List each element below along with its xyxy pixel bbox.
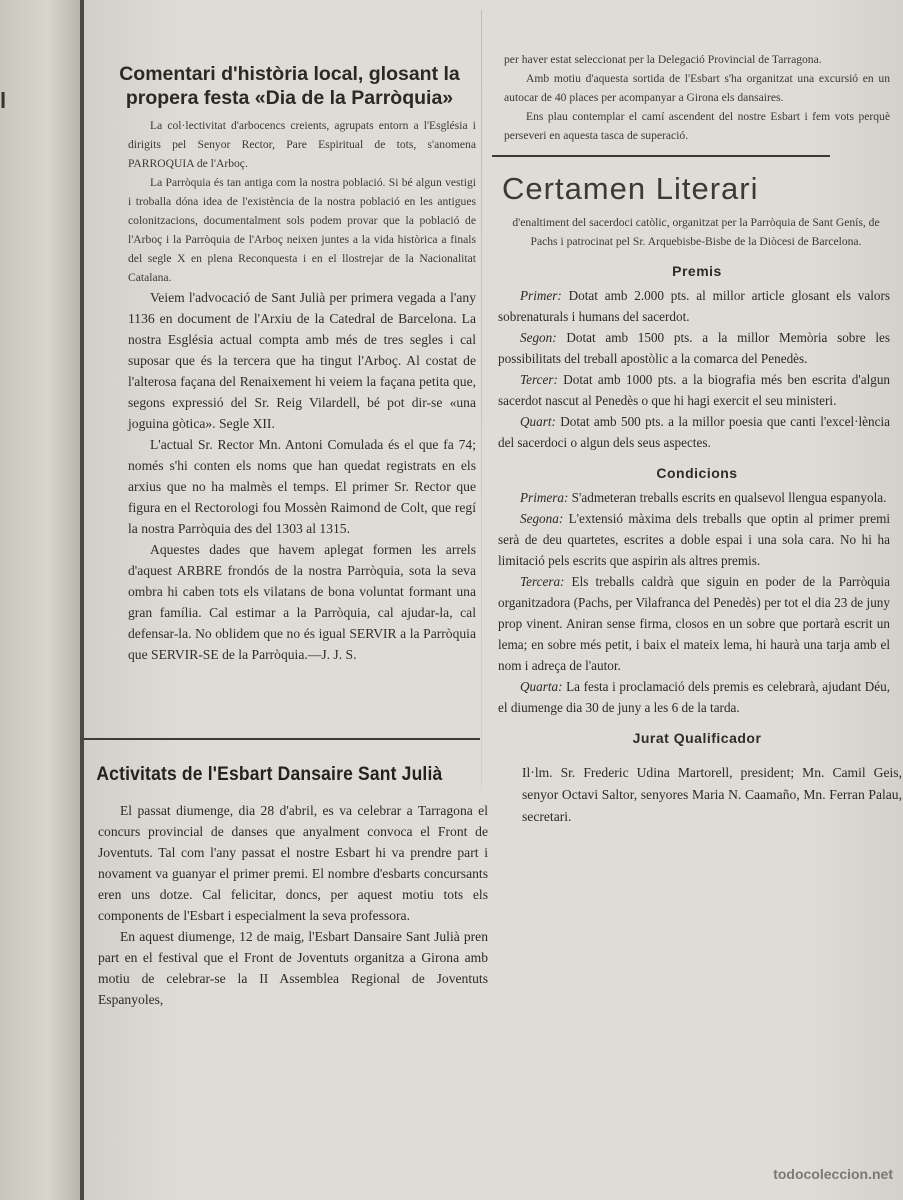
esbart-continuation-paragraph: Amb motiu d'aquesta sortida de l'Esbart s'ha organitzat una excursió en un autocar de 40 places per acompanyar a Girona els dansaires.	[504, 72, 890, 104]
premi-text: Dotat amb 1000 pts. a la biografia més ben escrita d'algun sacerdot nascut al Penedès o que hi hagi exercit el seu ministeri.	[498, 372, 891, 408]
adjacent-page-strip	[0, 0, 80, 1200]
history-paragraph: La Parròquia és tan antiga com la nostra població. Si bé algun vestigi i troballa dóna idea de l'existència de la nostra població en les antigues colonitzacions, documentalment sols podem provar que la població de l'Arboç i la Parròquia de l'Arboç neixen juntes a la vida històrica a finals del segle X en plena Reconquesta i en el llostrejar de la Nacionalitat Catalana.	[128, 176, 476, 284]
jurat-text: Il·lm. Sr. Frederic Udina Martorell, president; Mn. Camil Geis, senyor Octavi Saltor, senyores Maria N. Caamaño, Mn. Ferran Palau, secretari.	[522, 765, 902, 824]
section-rule	[492, 155, 830, 157]
premi-item	[498, 369, 890, 411]
condicio-text: La festa i proclamació dels premis es celebrarà, ajudant Déu, el diumenge dia 30 de juny a les 6 de la tarda.	[498, 679, 890, 715]
premi-text: Dotat amb 1500 pts. a la millor Memòria sobre les possibilitats del treball apostòlic a la comarca del Penedès.	[498, 330, 890, 366]
premi-item	[498, 327, 890, 369]
condicio-text: Els treballs caldrà que siguin en poder de la Parròquia organitzadora (Pachs, per Vilafranca del Penedès) per tot el dia 23 de juny prop vinent. Aniran sense firma, closos en un sobre que portarà escrit un lema; en sobre més petit, i baix el mateix lema, hi haurà una tarja amb el nom i adreça de l'autor.	[498, 574, 890, 673]
condicio-label: Tercera:	[520, 574, 565, 589]
section-rule	[84, 738, 480, 740]
certamen-intro: d'enaltiment del sacerdoci catòlic, organitzat per la Parròquia de Sant Genís, de Pachs i patrocinat pel Sr. Arquebisbe-Bisbe de la Diòcesi de Barcelona.	[512, 216, 880, 248]
left-column	[92, 52, 482, 665]
condicions-list	[492, 487, 902, 718]
premis-heading: Premis	[672, 263, 722, 279]
condicions-heading: Condicions	[656, 465, 738, 481]
right-column	[492, 50, 902, 828]
premi-item	[498, 285, 890, 327]
esbart-article-title: Activitats de l'Esbart Dansaire Sant Julià	[96, 764, 443, 785]
condicio-label: Primera:	[520, 490, 569, 505]
history-paragraph: Aquestes dades que havem aplegat formen les arrels d'aquest ARBRE frondós de la nostra Parròquia, sota la seva ombra hi caben tots els vilatans de bona voluntat formant una gran família. Cal estimar a la Parròquia, cal ajudar-la, cal defensar-la. No oblidem que no és igual SERVIR a la Parròquia que SERVIR-SE de la Parròquia.—J. J. S.	[128, 542, 476, 662]
history-paragraph: La col·lectivitat d'arbocencs creients, agrupats entorn a l'Església i dirigits pel Senyor Rector, Pare Espiritual de tots, s'anomena PARROQUIA de l'Arboç.	[128, 119, 476, 170]
premi-label: Quart:	[520, 414, 556, 429]
condicio-text: L'extensió màxima dels treballs que optin al primer premi serà de deu quartetes, escrites a doble espai i una sola cara. No hi ha limitació pels escrits que aspirin als altres premis.	[498, 511, 891, 568]
premi-text: Dotat amb 2.000 pts. al millor article glosant els valors sobrenaturals i humans del sacerdot.	[498, 288, 891, 324]
premi-label: Segon:	[520, 330, 557, 345]
condicio-item	[498, 508, 890, 571]
condicio-item	[498, 571, 890, 676]
history-paragraph: L'actual Sr. Rector Mn. Antoni Comulada és el que fa 74; només s'hi conten els noms que han quedat registrats en els arxius que no ha malmès el temps. El primer Sr. Rector que figura en el Rectorologi fou Mossèn Raimond de Colt, que regí la nostra Parròquia des del 1303 al 1315.	[128, 437, 476, 536]
premi-label: Tercer:	[520, 372, 558, 387]
esbart-continuation	[492, 50, 902, 145]
esbart-paragraph: En aquest diumenge, 12 de maig, l'Esbart Dansaire Sant Julià pren part en el festival que el Front de Joventuts organitza a Girona amb motiu de celebrar-se la II Assemblea Regional de Joventuts Espanyoles,	[98, 929, 488, 1007]
newspaper-page	[84, 0, 903, 1200]
premi-item	[498, 411, 890, 453]
esbart-continuation-paragraph: per haver estat seleccionat per la Delegació Provincial de Tarragona.	[504, 53, 822, 66]
condicio-item	[498, 676, 890, 718]
esbart-continuation-paragraph: Ens plau contemplar el camí ascendent del nostre Esbart i fem vots perquè perseveri en aquesta tasca de superació.	[504, 110, 890, 142]
certamen-title: Certamen Literari	[502, 171, 759, 206]
jurat-heading: Jurat Qualificador	[632, 730, 762, 746]
history-article-title: Comentari d'història local, glosant la propera festa «Dia de la Parròquia»	[119, 63, 460, 109]
premis-list	[492, 285, 902, 453]
history-article-body	[92, 110, 482, 665]
premi-label: Primer:	[520, 288, 562, 303]
condicio-label: Segona:	[520, 511, 564, 526]
esbart-article-body	[98, 800, 488, 1010]
watermark: todocoleccion.net	[773, 1166, 893, 1182]
condicio-item	[498, 487, 890, 508]
history-paragraph: Veiem l'advocació de Sant Julià per primera vegada a l'any 1136 en document de l'Arxiu de la Catedral de Barcelona. La nostra Església actual compta amb més de tres segles i cal suposar que és la tercera que ha tingut l'Arboç. Al costat de l'alterosa façana del Renaixement hi veiem la façana petita que, segons expressió del Sr. Reig Vilardell, bé pot dir-se «una joguina gòtica». Segle XII.	[128, 290, 476, 431]
condicio-label: Quarta:	[520, 679, 563, 694]
premi-text: Dotat amb 500 pts. a la millor poesia que canti l'excel·lència del sacerdoci o algun dels seus aspectes.	[498, 414, 890, 450]
esbart-paragraph: El passat diumenge, dia 28 d'abril, es va celebrar a Tarragona el concurs provincial de danses que anyalment convoca el Front de Joventuts. Tal com l'any passat el nostre Esbart hi va prendre part i novament va guanyar el primer premi. El nombre d'esbarts concursants eren uns dotze. Cal felicitar, doncs, per aquest motiu tots els components de l'Esbart i especialment la seva professora.	[98, 803, 488, 923]
adjacent-page-fragment: l	[0, 88, 7, 113]
condicio-text: S'admeteran treballs escrits en qualsevol llengua espanyola.	[571, 490, 887, 505]
